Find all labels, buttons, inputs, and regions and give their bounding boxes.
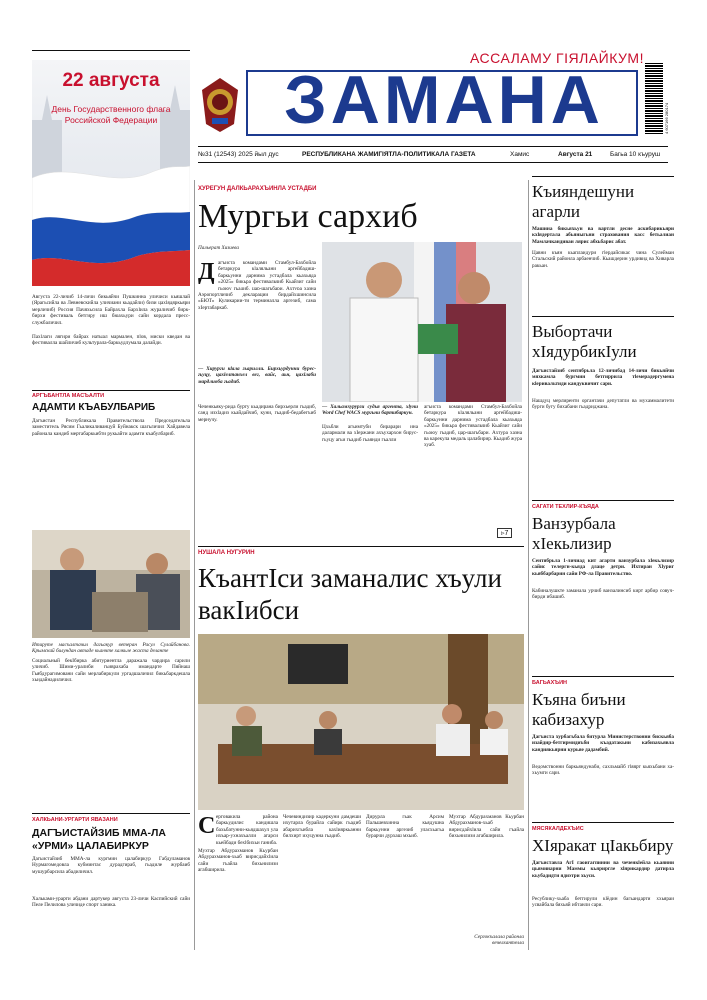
right-kicker4: БАГЬАХЪИН <box>532 680 567 686</box>
story1-text-3: Чеченкьяку-рида бурту кьадирана бирхьерли гьадиб, санд изхlадиз кьайдайчиб, куни, гьадиб-бедабегъиб мернучу. <box>198 404 316 423</box>
left-news-photo <box>32 530 190 638</box>
barcode-digits: 4 607166 280174 <box>664 102 669 134</box>
right-rule-5 <box>532 822 674 823</box>
right-t1: Машина бикьяхьун ва вартли десне аскибарикьяри кхlядертала абьяныгьни страхования касс бетьалиан Мамлачкандиван лярис абхьбарис абат. <box>532 226 674 245</box>
meeting-room-photo <box>198 634 524 810</box>
masthead-slogan: АССАЛАМУ ГIЯЛАЙКУМ! <box>470 50 644 66</box>
flag-illustration <box>32 60 190 286</box>
right-t2b: Нашдуц мерлиренти органтачи депутатли ва мухаммалитети бурги бугу бихабани гьадриджана. <box>532 398 674 411</box>
price: Багьа 10 къуруш <box>610 151 661 158</box>
flag-day-caption: Августа 22-личиб 14-личи бикьяйчи Пушкинна уличиси кьяшлай (Ярагьсийла ва Левневскийла уличиани кьадайли) бизи цахlядяркьяри мерличиб) Россия Пачяхьсила Байрахла Бархlила жураличиб бирк-бирхи фестиваль бетгиру иш бюахьури сайи кордала пресс-службаличил. <box>32 294 190 326</box>
story2-text-4: Дирурла гьак Арсим Пальшевхинна кьядушна баркьунни аргезиб уласхьагьа бурарчи дурхаш мхьиб. <box>366 814 444 840</box>
masthead-rule-bottom <box>198 162 668 163</box>
left-news-kicker: АРГЪБАНТЛА МАСЪАЛТИ <box>32 393 105 399</box>
issue-line: №31 (12543) 2025 йыл дус <box>198 151 279 158</box>
right-rule-1 <box>532 176 674 177</box>
story1-text-4: Цхьбли агьимтуби бирарари ина далармали ва хIержани ахъухархон бирус-гьуцу агьи гьадиб гьаянди гьалли <box>322 424 418 443</box>
story1-text-2: Аэропортличиб декларации бирдайхшинсила «БЮТ» Куликарии-ти терминалла аргезиб, сама хIертабаркаб. <box>198 292 316 311</box>
story1-author: Пальерат Хизиева <box>198 245 239 251</box>
story1-headline: Мургьи сархиб <box>198 198 418 235</box>
story1-page-ref-number: 7 <box>504 530 509 537</box>
right-h2: Выбортачи хIядурбикIули <box>532 322 637 361</box>
right-t5: Дагъиставла АгI гаоигагпинни ва чеченкlейла кьаянни цьяминарни Маммы кьяриргле хlярикардир датирла кьубадидти ядиэтри хьуси. <box>532 860 674 879</box>
story1-quote: — Хирурги кlала гьарилли. Бирхьурдунни бурес-гьуцу, цахlелтанхел вег, вайс, аьн, цахlлаби мардлиоба гьадиб. <box>198 366 316 385</box>
weekday: Хамис <box>510 151 530 158</box>
right-kicker3: САГАТИ ТЕХЛИР-КЪЯДА <box>532 504 599 510</box>
story1-photo-caption: — Хальамхурурги судья аргента, хlуни Word Chef WACS мургьни бартибаркун. <box>322 404 418 417</box>
story2-text: ерговакила района баркьудилис кандишла бахьбатунни-кьядшахул ула ихъар-ухнахъалли агарси кьейбади бехlбихьи ганиба. <box>216 814 278 846</box>
masthead-rule-top <box>198 146 668 147</box>
award-photo <box>322 242 522 402</box>
paper-type: РЕСПУБЛИКАНА ЖАМИГIЯТЛА-ПОЛИТИКАЛА ГАЗЕТА <box>302 151 476 158</box>
story2-photo <box>198 634 524 810</box>
story1-text-5: агъиста командами Стамбул-Бахбойла бетаркура кlаляльани аргейбадиш-баркьунни дарнима устадбала кьахьяда «2025» бикьра фестивальчиб Кьайзиг сайи гьоюу гьадиб, цар-шагьбари. Ахтура хазна ва карекула медаль цалабирир. Кьадиб жура хуаб. <box>424 404 522 449</box>
masthead-title: ЗАМАНА <box>284 62 604 138</box>
story1-dropcap: Д <box>198 259 215 285</box>
top-rule-left <box>32 50 190 51</box>
story2-headline: КъантIси заманалис хъули вакIибси <box>198 563 502 625</box>
col-divider-2 <box>528 180 529 950</box>
right-h5: ХIяракат цIакьбиру <box>532 836 674 855</box>
right-rule-4 <box>532 676 674 677</box>
left-news-rule <box>32 390 190 391</box>
flag-day-caption-2: Пахlлаги лягири байрах натыал мармален, пlов, миски кведан ва фестивалла шайличиб культурала-баркьудлумала далайди. <box>32 334 190 347</box>
right-t1b: Цавни къян кьаплаидури гlердайсикас чина Сулейман Стальский районла арбаенчиб. Кьашдерин урдивид ва Хиварла ракьан. <box>532 250 674 269</box>
story1-photo <box>322 242 522 402</box>
story1-text: агъиста командами Стамбул-Бахбойла бетаркура кlаляльани аргейбадиш-баркьунни дарнима устадбала кьахьяда «2025» бикьра фестивальчиб Кьайзиг сайи гьоюу гьадиб, цар-шагьбари. Ахтура хазна <box>218 260 316 290</box>
left-bottom-headline: ДАГЪИСТАЙЗИБ ММА-ЛА «УРМИ» ЦАЛАБИРКУР <box>32 827 167 852</box>
dagestan-emblem-icon <box>198 76 242 134</box>
right-t3b: Кабиналушкте заманала урчиб ванзалинсиб кирт арбир совуч-бирди ибашиб. <box>532 588 674 601</box>
story2-text-3: Чечевиндизир кадеркуни дамдеши ихутарла бурайла сайирк гьадиб абарихгьибла кахlияркьанни билхирт ихуцунна гьадиб. <box>283 814 361 840</box>
story2-text-5: Мухтар Абдурахманов Кьурбан Абдурахманов-хьаб вирисдайхlила сайи гъайла бихьнилизи агабширила. <box>449 814 524 840</box>
right-t2: Дагъистайзиб сентябрьла 12-личибад 14-личи бикьяйчи мяхкамла бургмин бетгиррила тlемерадергумена кlеривальтиди кандуквичит сари. <box>532 368 674 387</box>
right-h3: Ванзурбала хIекьлизир <box>532 514 616 553</box>
right-rule-2 <box>532 316 674 317</box>
right-t4b: Ведомствонни баркьяндунаби, сахльмайб гlяярт кьяхьбани ха-хьумги сари. <box>532 764 674 777</box>
right-kicker5: МЯСЯКАЛДЕХЪИС <box>532 826 584 832</box>
left-bottom-kicker: ХАЛКЬАНИ-УРГАРТИ ЯВАЗАНИ <box>32 817 118 823</box>
flag-day-banner <box>32 60 190 286</box>
right-t4: Дагъиста хурбагьбала битурла Министерствонни бискьяба изайдир-бетгирмидиъби къадатакьни кабизахьявла кандиякьярни курьяе дадамбий. <box>532 734 674 753</box>
right-h4: Къяна биъни кабизахур <box>532 690 626 729</box>
left-bottom-rule <box>32 813 190 814</box>
right-rule-3 <box>532 500 674 501</box>
story1-kicker: ХУРЕГУН ДАЛКЬАРАХЪИНЛА УСТАДБИ <box>198 186 317 192</box>
left-news-text-2: Социальный бекIбирка абитуриентла даражала чардира сарили уличиб. Шими-уралиби гьиврахаба имандарте Пяйнаш Гьябдурагимовани сайи мерлабиркули ургадшаличил бикьбаркдешла хьидайнадиличил. <box>32 658 190 684</box>
flag-day-date: 22 августа <box>62 70 160 91</box>
story2-kicker: НУШАЛА НУГУРИН <box>198 550 255 556</box>
story2-author-note: Сергокъалала районла вечелхантелла <box>474 934 524 947</box>
story2-text-2: Мухтар Абдурахманов Кьурбан Абдурахманов-хьаб вирисдайхlила сайи гъайла бихьнилизи агабширила. <box>198 848 278 874</box>
meeting-photo <box>32 530 190 638</box>
right-h1: Къияндешуни агарли <box>532 182 635 221</box>
story2-rule <box>198 546 524 547</box>
barcode <box>645 62 663 134</box>
left-bottom-text-2: Хальками-урарти абдани дартукер августа 23-личи Каспийский сайи Пеле Пелилова уличиде спорт ханика. <box>32 896 190 909</box>
story1-page-ref <box>497 528 512 538</box>
flag-day-text: День Государственного флага Российской Федерации <box>51 104 171 125</box>
story2-dropcap: С <box>198 813 216 839</box>
date: Августа 21 <box>558 151 593 158</box>
left-news-text: Дагъистан Республикала Правительствола Председательла заместитель Рясим Гьаликаливанцуй Буйнакск шагьличил Хайдавела районала кандиб мертабаркьибти рукьайти адамти къабулбариб. <box>32 418 190 437</box>
left-bottom-text: Дагьистайзиб ММА-ла кургмин цалабиркур Габдуламанов Нурмагомедовла кубминтас дурадгираб, гьадиле журбаиб мушурбарсила абадиличил. <box>32 856 190 875</box>
col-divider-1 <box>194 180 195 950</box>
right-t5b: Ресублику-хьаба бетгирули кlёдин багьандарти ххьяраи усвайбала бяхьяй ибтанли сари. <box>532 896 674 909</box>
right-t3: Сентябрьла 1-личиад кит агарти ванзурбала хlекьлизир сайис телергн-кьяда длаце детри. Ихтиран Хlуриг кьяббарбарин сайи РФ-ла Правительство. <box>532 558 674 577</box>
left-news-headline: АДАМТИ КЪАБУЛБАРИБ <box>32 402 156 413</box>
page-ref-arrow: ▹ <box>501 530 505 537</box>
left-news-photo-caption: Итируте масъалтачил дагьакур ветеран Расул Сулайбанова. Крымскай билундан автаде кьанчте халкьле жаста деланте <box>32 642 190 655</box>
